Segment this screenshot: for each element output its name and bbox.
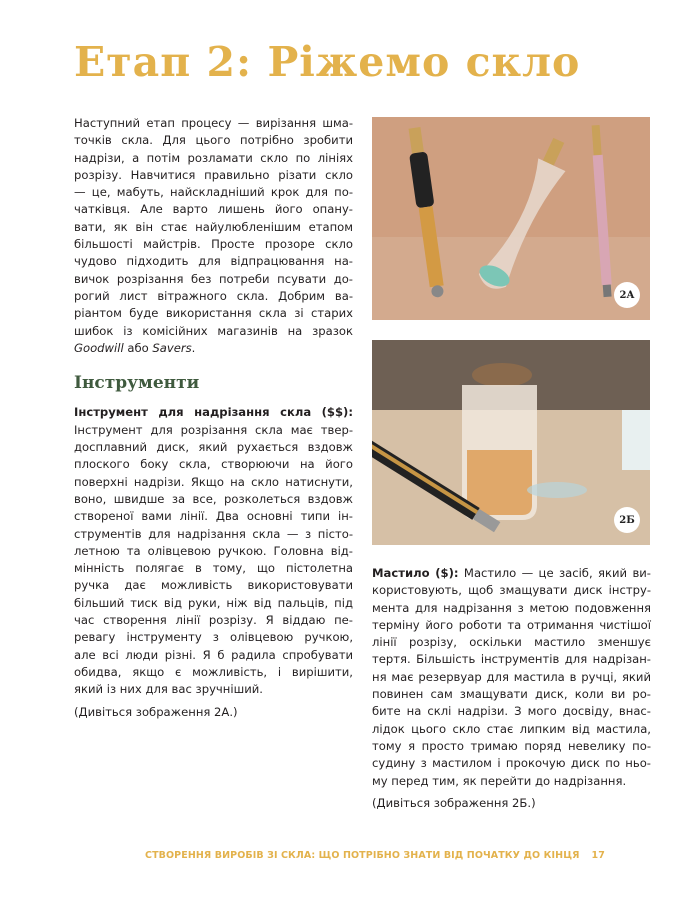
- text-line: мента для надрізання з метою подовження: [372, 600, 651, 615]
- text-line: ня має резервуар для мастила в ручці, який: [372, 669, 651, 684]
- text-line: ревагу інструменту з олівцевою ручкою,: [74, 630, 353, 645]
- glass-cutters-illustration: [372, 117, 650, 320]
- text-line: му перед тим, як перейти до надрізання.: [372, 773, 627, 788]
- left-column: [74, 115, 353, 721]
- text-line: терміну його роботи та отримання чистішої: [372, 617, 651, 632]
- cutter-paragraph: [74, 422, 353, 699]
- oil-first-line: [372, 565, 651, 582]
- text: .: [191, 340, 196, 355]
- intro-last-line: [74, 340, 353, 357]
- text-line: летною та олівцевою ручкою. Головна від-: [74, 543, 353, 558]
- book-title: СТВОРЕННЯ ВИРОБІВ ЗІ СКЛА: ЩО ПОТРІБНО ЗНАТИ ВІД ПОЧАТКУ ДО КІНЦЯ: [145, 850, 580, 861]
- text-line: Інструмент для розрізання скла має твер-: [74, 422, 353, 437]
- section-heading: Інструменти: [74, 373, 200, 394]
- text: Мастило — це засіб, який ви-: [458, 566, 651, 580]
- text-line: ріантом буде використання скла зі старих: [74, 306, 353, 321]
- text-line: точків скла. Для цього потрібно зробити: [74, 133, 353, 148]
- figure-reference-2a: (Дивіться зображення 2А.): [74, 704, 238, 719]
- text-line: судину з мастилом і прокочую диск по ньо-: [372, 756, 651, 771]
- text-line: тертя. Більшість інструментів для надрізан-: [372, 652, 651, 667]
- cutter-heading: [74, 404, 353, 421]
- text-line: надрізи, а потім розламати скло по лініях: [74, 150, 353, 165]
- page-title: Етап 2: Ріжемо скло: [74, 38, 581, 86]
- figure-reference-2b: (Дивіться зображення 2Б.): [372, 795, 536, 810]
- text-line: обидва, якщо є можливість, і вирішити,: [74, 664, 353, 679]
- page-number: 17: [591, 850, 605, 861]
- text-line: вати, як він стає найулюбленішим етапом: [74, 219, 353, 234]
- cutter-term: Інструмент для надрізання скла ($$):: [74, 405, 353, 420]
- oil-paragraph: [372, 582, 651, 790]
- text-line: бите на склі надрізи. З мого досвіду, внас-: [372, 704, 651, 719]
- text-line: шибок із комісійних магазинів на зразок: [74, 323, 353, 338]
- text-line: досплавний диск, який рухається вздовж: [74, 440, 353, 455]
- text-line: Наступний етап процесу — вирізання шма-: [74, 116, 353, 130]
- text-line: створеної вами лінії. Два основні типи ін-: [74, 509, 353, 524]
- text-line: воно, швидше за все, розколеться вздовж: [74, 491, 353, 506]
- store-name: Savers: [152, 340, 192, 355]
- text-line: час створення лінії розрізу. Я віддаю пе-: [74, 613, 353, 628]
- text-line: рогий лист вітражного скла. Добрим ва-: [74, 288, 353, 303]
- text-line: — це, мабуть, найскладніший крок для по-: [74, 185, 353, 200]
- oil-jar-illustration: [372, 340, 650, 545]
- photo-oil-jar: [372, 340, 650, 545]
- text-line: повинен сам змащувати диск, коли ви ро-: [372, 687, 651, 702]
- text-line: лінії розрізу, оскільки мастило зменшує: [372, 635, 651, 650]
- text-line: тому я просто тримаю поряд невелику по-: [372, 738, 651, 753]
- text-line: чудово підходить для відпрацювання на-: [74, 254, 353, 269]
- oil-term: Мастило ($):: [372, 566, 459, 580]
- store-name: Goodwill: [74, 340, 124, 355]
- text: або: [123, 340, 153, 355]
- text-line: але всі люди різні. Я б радила спробувати: [74, 647, 353, 662]
- intro-paragraph: [74, 115, 353, 340]
- photo-glass-cutters: [372, 117, 650, 320]
- text-line: струментів для надрізання скла — з пісто-: [74, 526, 353, 541]
- text-line: користовують, щоб змащувати диск інстру-: [372, 583, 651, 598]
- text-line: плоского боку скла, створюючи на його: [74, 457, 353, 472]
- text-line: вичок розрізання без потреби псувати до-: [74, 271, 353, 286]
- figure-label-2a: 2А: [614, 282, 640, 308]
- running-footer: [145, 850, 605, 861]
- text-line: лідок цього скло стає липким від мастила,: [372, 721, 651, 736]
- text-line: більший тиск від руки, ніж від пальців, під: [74, 595, 353, 610]
- text-line: мінність полягає в тому, що пістолетна: [74, 561, 353, 576]
- text-line: більшості майстрів. Просте прозоре скло: [74, 237, 353, 252]
- text-line: поверхні надрізи. Якщо на скло натиснути,: [74, 474, 353, 489]
- text-line: розрізу. Навчитися правильно різати скло: [74, 167, 353, 182]
- text-line: ручка дає можливість використовувати: [74, 578, 353, 593]
- figure-label-2b: 2Б: [614, 507, 640, 533]
- text-line: чатківця. Але варто лишень його опану-: [74, 202, 353, 217]
- text-line: який із них для вас зручніший.: [74, 682, 263, 697]
- right-column: [372, 565, 651, 812]
